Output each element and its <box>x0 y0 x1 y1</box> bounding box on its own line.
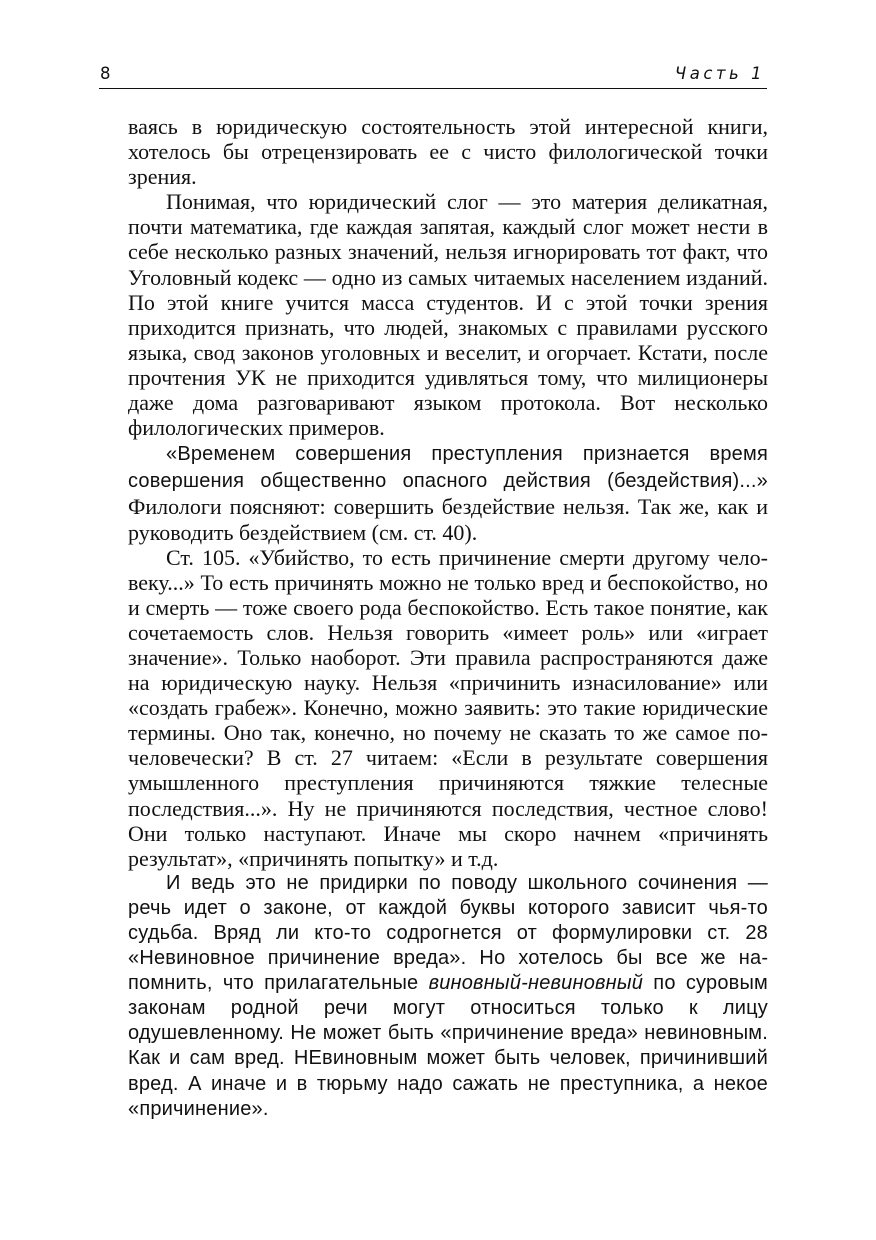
running-head <box>99 60 767 89</box>
paragraph-3 <box>128 440 768 544</box>
paragraph-5-italic: виновный-невиновный <box>428 972 644 995</box>
part-title: Часть 1 <box>674 64 765 83</box>
paragraph-5 <box>128 871 768 1122</box>
paragraph-2: Понимая, что юридический слог — это материя деликатная, почти математика, где каждая запятая, каждый слог может нести в себе несколько разных значений, нельзя игнорировать тот факт, что Уголовный кодекс — одно из самых читаемых населением изданий. По этой книге учится масса студентов. И с этой точки зрения приходится признать, что людей, знакомых с правилами русского языка, свод законов уголовных и веселит, и огорчает. Кстати, после прочтения УК не приходится удивляться тому, что милиционеры даже дома разговаривают языком протокола. Вот несколько филологических примеров. <box>128 189 768 441</box>
page-number: 8 <box>100 64 111 83</box>
paragraph-5-text-a: И ведь это не придирки по поводу школьного сочинения — речь идет о законе, от каждой буквы которого зависит чья-то судьба. Вряд ли кто-то содрогнется от формулировки ст. 28 «Невиновное причинение вреда». Но хотелось бы все же напомнить, что прилагательные <box>128 871 768 995</box>
paragraph-3-text: Филологи поясняют: совершить бездействие нельзя. Так же, как и руководить бездействием (см. ст. 40). <box>128 494 768 545</box>
paragraph-4: Ст. 105. «Убийство, то есть причинение смерти другому человеку...» То есть причинять можно не только вред и беспокойство, но и смерть — тоже своего рода беспокойство. Есть такое понятие, как сочетаемость слов. Нельзя говорить «имеет роль» или «играет значение». Только наоборот. Эти правила распространяются даже на юридическую науку. Нельзя «причинить изнасилование» или «создать грабеж». Конечно, можно заявить: это такие юридические термины. Оно так, конечно, но почему не сказать то же самое по-человечески? В ст. 27 читаем: «Если в результате совершения умышленного преступления причиняются тяжкие телесные последствия...». Ну не причиняются последствия, честное слово! Они только наступают. Иначе мы скоро начнем «причинять результат», «причинять попытку» и т.д. <box>128 544 768 871</box>
paragraph-5-text-b: по суровым законам родной речи могут относиться только к лицу одушевленному. Не может быть «причинение вреда» невиновным. Как и сам вред. НЕвиновным может быть человек, причинивший вред. А иначе и в тюрьму надо сажать не преступника, а некое «причинение». <box>128 972 768 1120</box>
paragraph-1: ваясь в юридическую состоятельность этой интересной книги, хотелось бы отрецензировать ее с чисто филологической точки зрения. <box>128 114 768 190</box>
paragraph-3-quote: «Временем совершения преступления признается время совершения общественно опасного действия (бездействия)...» <box>128 443 768 493</box>
body-text <box>128 114 768 1122</box>
